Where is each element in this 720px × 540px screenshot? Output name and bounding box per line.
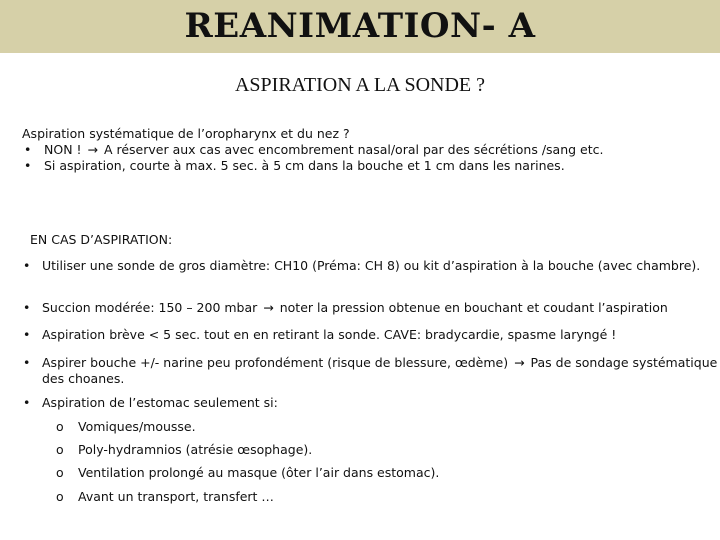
circle-bullet-icon: o — [56, 489, 64, 504]
sub-list-item — [56, 442, 312, 458]
bullet-text: Si aspiration, courte à max. 5 sec. à 5 cm dans la bouche et 1 cm dans les narines. — [44, 158, 565, 173]
list-item — [22, 327, 720, 343]
list-item — [22, 158, 712, 174]
sub-item-text: Ventilation prolongé au masque (ôter l’air dans estomac). — [78, 465, 440, 480]
sub-list-item — [56, 419, 196, 435]
section-intro — [22, 126, 712, 174]
list-item — [22, 142, 712, 158]
list-item — [22, 258, 720, 274]
list-item — [22, 300, 720, 316]
circle-bullet-icon: o — [56, 465, 64, 480]
sub-list-item — [56, 465, 439, 481]
item-text-end: Pas de sondage systématique des choanes. — [42, 355, 718, 386]
circle-bullet-icon: o — [56, 442, 64, 457]
section-heading: EN CAS D’ASPIRATION: — [30, 232, 173, 247]
arrow-right-icon: → — [87, 142, 98, 157]
bullet-text-start: NON ! — [44, 142, 86, 157]
sub-item-text: Avant un transport, transfert … — [78, 489, 274, 504]
bullet-icon: • — [23, 327, 31, 342]
item-text: Aspiration brève < 5 sec. tout en en retirant la sonde. CAVE: bradycardie, spasme laryngé ! — [42, 327, 617, 342]
list-item — [22, 395, 720, 411]
list-item — [22, 355, 720, 387]
bullet-icon: • — [24, 158, 32, 173]
bullet-icon: • — [23, 300, 31, 315]
bullet-icon: • — [23, 355, 31, 370]
sub-item-text: Vomiques/mousse. — [78, 419, 196, 434]
item-text: Utiliser une sonde de gros diamètre: CH10 (Préma: CH 8) ou kit d’aspiration à la bouche (avec chambre). — [42, 258, 701, 273]
arrow-right-icon: → — [514, 355, 525, 370]
item-text: Aspiration de l’estomac seulement si: — [42, 395, 278, 410]
slide-subtitle: ASPIRATION A LA SONDE ? — [234, 74, 486, 96]
bullet-icon: • — [24, 142, 32, 157]
sub-list-item — [56, 489, 274, 505]
circle-bullet-icon: o — [56, 419, 64, 434]
item-text-start: Aspirer bouche +/- narine peu profondément (risque de blessure, œdème) — [42, 355, 513, 370]
slide-title: REANIMATION- A — [184, 6, 536, 46]
bullet-icon: • — [23, 395, 31, 410]
item-text-start: Succion modérée: 150 – 200 mbar — [42, 300, 262, 315]
bullet-text-end: A réserver aux cas avec encombrement nasal/oral par des sécrétions /sang etc. — [99, 142, 604, 157]
intro-question: Aspiration systématique de l’oropharynx et du nez ? — [22, 126, 350, 141]
arrow-right-icon: → — [263, 300, 274, 315]
title-bar — [0, 0, 720, 53]
item-text-end: noter la pression obtenue en bouchant et coudant l’aspiration — [275, 300, 668, 315]
sub-item-text: Poly-hydramnios (atrésie œsophage). — [78, 442, 313, 457]
bullet-icon: • — [23, 258, 31, 273]
